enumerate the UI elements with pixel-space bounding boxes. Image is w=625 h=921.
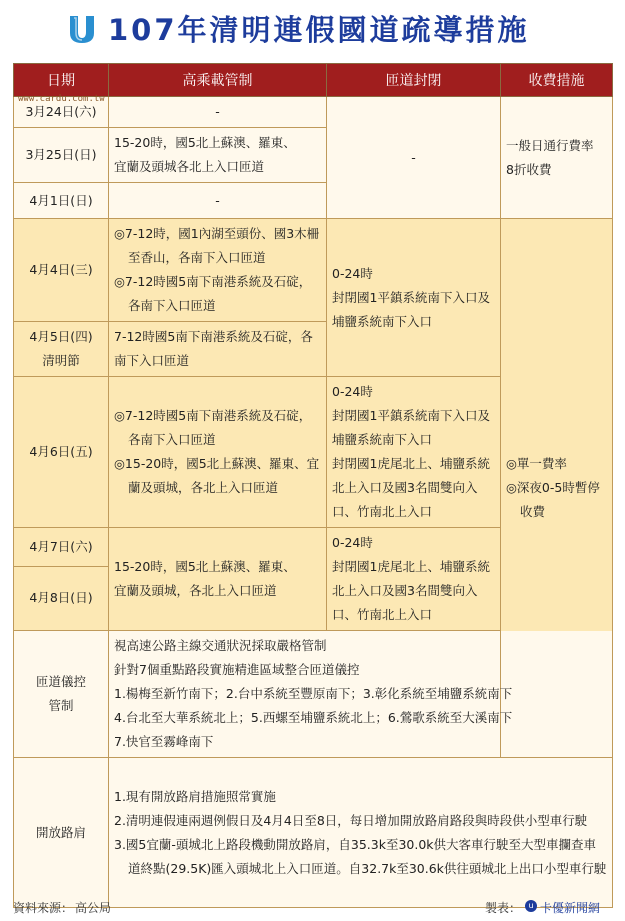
hov-line: ◎7-12時國5南下南港系統及石碇，各南下入口匝道 [114, 274, 312, 313]
ramp-line: 封閉國1平鎮系統南下入口及埔鹽系統南下入口 [332, 408, 490, 447]
label-line: 管制 [48, 698, 74, 713]
ramp-metering-content [109, 631, 613, 758]
header [0, 0, 625, 58]
ramp-line: 0-24時 [332, 535, 373, 550]
ramp-cell [327, 219, 501, 377]
u-logo-icon [66, 12, 98, 46]
date-cell: 3月25日(日) [14, 128, 109, 183]
table-row [14, 219, 613, 322]
hov-cell: 7-12時國5南下南港系統及石碇，各南下入口匝道 [109, 322, 327, 377]
ramp-metering-label [14, 631, 109, 758]
hov-line: 15-20時，國5北上蘇澳、羅東、 [114, 559, 296, 574]
date-cell: 4月7日(六) [14, 528, 109, 567]
list-item: 針對7個重點路段實施精進區域整合匝道儀控 [114, 662, 360, 677]
watermark-url: www.cardu.com.tw [18, 94, 105, 104]
hov-cell [109, 528, 327, 631]
page-title: 107年清明連假國道疏導措施 [108, 13, 530, 47]
list-item: 4.台北至大華系統北上；5.西螺至埔鹽系統北上；6.鶯歌系統至大溪南下 [114, 710, 513, 725]
holiday-label: 清明節 [42, 353, 80, 368]
col-header-toll: 收費措施 [501, 64, 613, 97]
col-header-date: 日期 [14, 64, 109, 97]
date-cell: 4月1日(日) [14, 183, 109, 219]
hov-line: ◎7-12時，國1內湖至頭份、國3木柵至香山，各南下入口匝道 [114, 226, 320, 265]
measures-table [13, 63, 613, 908]
table-header-row [14, 64, 613, 97]
table-row [14, 758, 613, 908]
date-cell: 4月4日(三) [14, 219, 109, 322]
date-line: 4月5日(四) [29, 329, 93, 344]
shoulder-content [109, 758, 613, 908]
hov-line: ◎7-12時國5南下南港系統及石碇，各南下入口匝道 [114, 408, 312, 447]
ramp-line: 0-24時 [332, 384, 373, 399]
list-item: 視高速公路主線交通狀況採取嚴格管制 [114, 638, 327, 653]
ramp-cell: - [327, 97, 501, 219]
date-cell [14, 322, 109, 377]
maker-label: 製表： [485, 901, 522, 915]
ramp-cell [327, 528, 501, 631]
table-row [14, 631, 613, 758]
list-item: 3.國5宜蘭-頭城北上路段機動開放路肩，自35.3k至30.0k供大客車行駛至大型車攔查車道終點(29.5K)匯入頭城北上入口匝道。自32.7k至30.6k供往頭城北上出口小型車行駛 [114, 836, 607, 876]
ramp-line: 封閉國1虎尾北上、埔鹽系統北上入口及國3名間雙向入口、竹南北上入口 [332, 559, 490, 622]
shoulder-label: 開放路肩 [14, 758, 109, 908]
hov-line: 宜蘭及頭城各北上入口匝道 [114, 159, 265, 174]
col-header-ramp: 匝道封閉 [327, 64, 501, 97]
label-line: 匝道儀控 [35, 674, 86, 689]
list-item: 7.快官至霧峰南下 [114, 734, 214, 749]
hov-line: 宜蘭及頭城，各北上入口匝道 [114, 583, 277, 598]
hov-line: 15-20時，國5北上蘇澳、羅東、 [114, 135, 296, 150]
toll-line: ◎深夜0-5時暫停收費 [506, 480, 600, 519]
source-value: 高公局 [75, 901, 112, 915]
toll-line: ◎單一費率 [506, 456, 567, 471]
hov-cell: - [109, 97, 327, 128]
maker-value: 卡優新聞網 [540, 901, 601, 915]
footer [13, 897, 612, 917]
hov-cell [109, 128, 327, 183]
date-cell: 3月24日(六) [14, 97, 109, 128]
list-item: 1.楊梅至新竹南下；2.台中系統至豐原南下；3.彰化系統至埔鹽系統南下 [114, 686, 513, 701]
date-cell: 4月8日(日) [14, 566, 109, 630]
list-item: 1.現有開放路肩措施照常實施 [114, 788, 276, 804]
list-item: 2.清明連假連兩週例假日及4月4日至8日，每日增加開放路肩路段與時段供小型車行駛 [114, 812, 588, 828]
source-label: 資料來源： [13, 901, 74, 915]
ramp-line: 0-24時 [332, 265, 373, 281]
toll-cell [501, 97, 613, 219]
ramp-cell [327, 377, 501, 528]
date-cell: 4月6日(五) [14, 377, 109, 528]
ramp-line: 封閉國1平鎮系統南下入口及埔鹽系統南下入口 [332, 289, 490, 329]
toll-line: 8折收費 [506, 161, 552, 177]
cardu-logo-icon: u [525, 900, 537, 912]
col-header-hov: 高乘載管制 [109, 64, 327, 97]
toll-line: 一般日通行費率 [506, 137, 594, 153]
hov-cell [109, 219, 327, 322]
ramp-line: 封閉國1虎尾北上、埔鹽系統北上入口及國3名間雙向入口、竹南北上入口 [332, 456, 490, 519]
hov-cell: - [109, 183, 327, 219]
hov-cell [109, 377, 327, 528]
hov-line: ◎15-20時，國5北上蘇澳、羅東、宜蘭及頭城，各北上入口匝道 [114, 456, 320, 495]
